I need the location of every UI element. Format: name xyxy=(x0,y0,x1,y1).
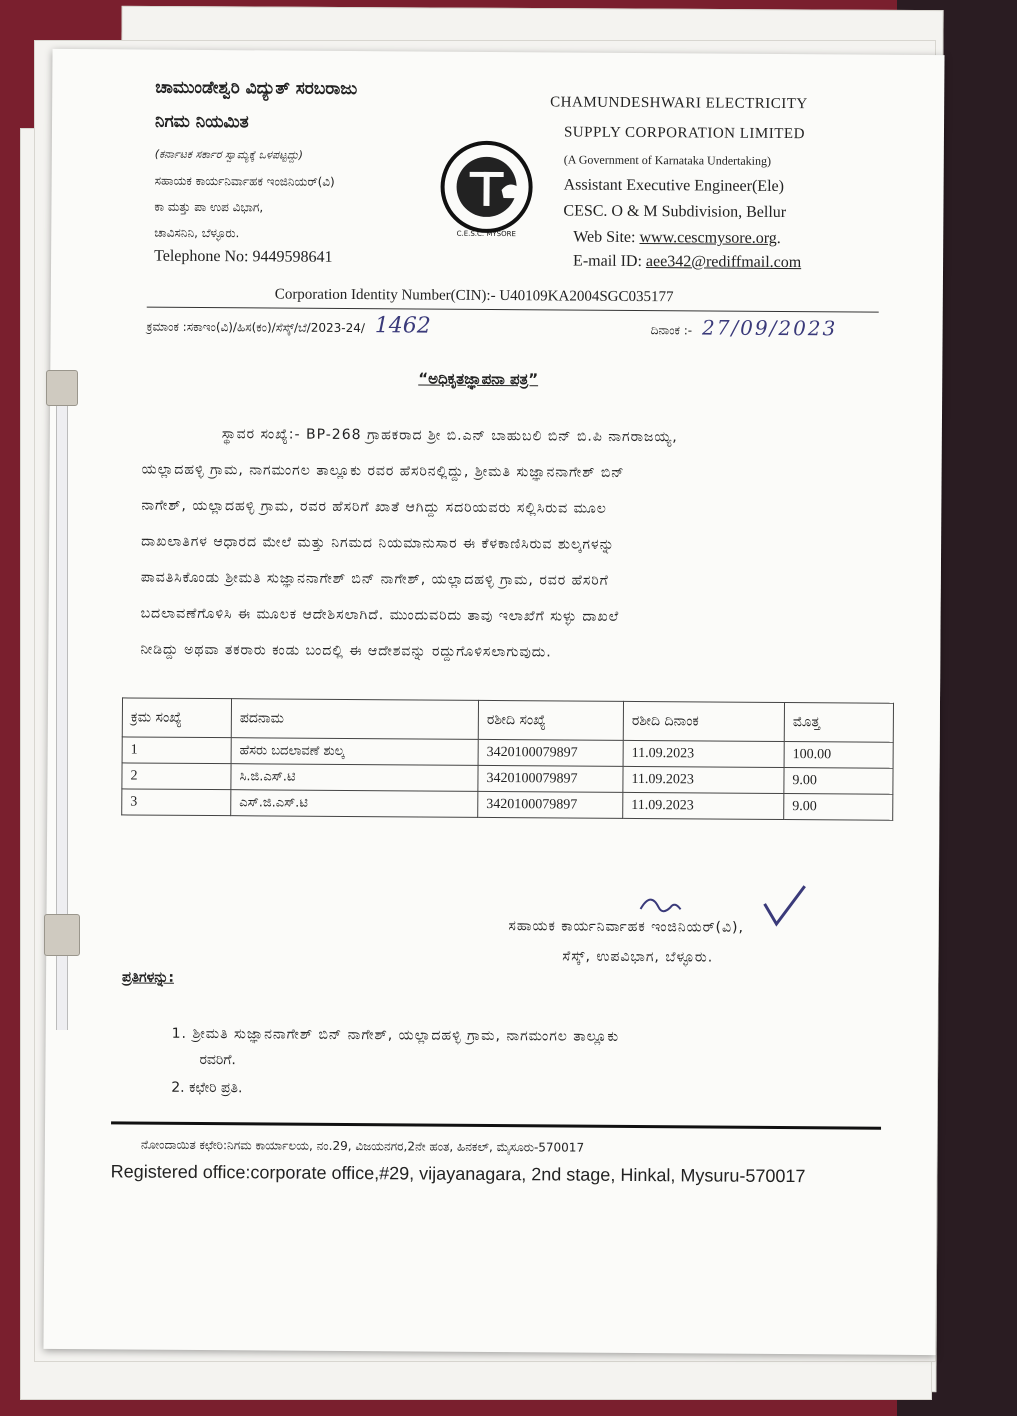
subdivision-en: CESC. O & M Subdivision, Bellur xyxy=(563,202,787,222)
binder-clip-top xyxy=(46,370,78,406)
cesc-logo xyxy=(431,132,542,243)
cell-serial: 2 xyxy=(122,763,231,790)
cell-amount: 100.00 xyxy=(784,742,893,769)
copy-item-continued: ರವರಿಗೆ. xyxy=(199,1051,236,1069)
copies-heading: ಪ್ರತಿಗಳನ್ನು: xyxy=(122,969,175,986)
subdivision-kn: ಕಾ ಮತ್ತು ಪಾ ಉಪ ವಿಭಾಗ, xyxy=(154,199,264,215)
col-header-designation: ಪದನಾಮ xyxy=(231,699,478,740)
letter-page xyxy=(43,49,944,1355)
signatory-office: ಸೆಸ್ಕ್, ಉಪವಿಭಾಗ, ಬೆಳ್ಳೂರು. xyxy=(562,948,714,966)
body-line: ಯಲ್ಲಾದಹಳ್ಳಿ ಗ್ರಾಮ, ನಾಗಮಂಗಲ ತಾಲ್ಲೂಕು ರವರ ಹೆಸರಿನಲ್ಲಿದ್ದು, ಶ್ರೀಮತಿ ಸುಜ್ಞಾನನಾಗೇಶ್ ಬಿನ್ xyxy=(141,461,625,481)
letter-title: “ಅಧಿಕೃತಜ್ಞಾಪನಾ ಪತ್ರ” xyxy=(418,369,539,389)
cell-receipt-date: 11.09.2023 xyxy=(623,740,784,767)
org-name-en: CHAMUNDESHWARI ELECTRICITY xyxy=(550,94,808,113)
cell-designation: ಎಸ್.ಜಿ.ಎಸ್.ಟಿ xyxy=(231,790,478,818)
body-line: ದಾಖಲಾತಿಗಳ ಆಧಾರದ ಮೇಲೆ ಮತ್ತು ನಿಗಮದ ನಿಯಮಾನುಸಾರ ಈ ಕೆಳಕಾಣಿಸಿರುವ ಶುಲ್ಕಗಳನ್ನು xyxy=(141,533,615,553)
fee-table xyxy=(121,697,894,820)
reference-label: ಕ್ರಮಾಂಕ :ಸಕಾಇಂ(ವಿ)/ಹಿಸ(ಕಂ)/ಸೆಸ್ಕ್/ಬೆ/2023-24/ xyxy=(146,319,365,336)
reference-handwritten: 1462 xyxy=(374,313,431,339)
col-header-amount: ಮೊತ್ತ xyxy=(784,703,893,743)
govt-undertaking-en: (A Government of Karnataka Undertaking) xyxy=(563,152,772,168)
cin-number: Corporation Identity Number(CIN):- U40109KA2004SGC035177 xyxy=(274,286,674,306)
cell-serial: 1 xyxy=(122,737,231,764)
col-header-serial: ಕ್ರಮ ಸಂಖ್ಯೆ xyxy=(122,698,231,738)
body-line: ಸ್ಥಾವರ ಸಂಖ್ಯೆ:- BP-268 ಗ್ರಾಹಕರಾದ ಶ್ರೀ ಬಿ.ಎನ್ ಬಾಹುಬಲಿ ಬಿನ್ ಬಿ.ಪಿ ನಾಗರಾಜಯ್ಯ, xyxy=(221,426,678,446)
copy-item: 2. ಕಛೇರಿ ಪ್ರತಿ. xyxy=(171,1079,243,1097)
col-header-receipt-no: ರಶೀದಿ ಸಂಖ್ಯೆ xyxy=(478,700,623,740)
email-link[interactable]: aee342@rediffmail.com xyxy=(645,253,802,272)
body-line: ಪಾವತಿಸಿಕೊಂಡು ಶ್ರೀಮತಿ ಸುಜ್ಞಾನನಾಗೇಶ್ ಬಿನ್ ನಾಗೇಶ್, ಯಲ್ಲಾದಹಳ್ಳಿ ಗ್ರಾಮ, ರವರ ಹೆಸರಿಗೆ xyxy=(140,569,609,589)
cell-receipt-date: 11.09.2023 xyxy=(623,766,784,793)
org-suffix-kn: ನಿಗಮ ನಿಯಮಿತ xyxy=(154,111,249,133)
cell-amount: 9.00 xyxy=(784,768,893,795)
cell-receipt-no: 3420100079897 xyxy=(478,791,623,818)
reference-number xyxy=(147,312,431,339)
date-handwritten: 27/09/2023 xyxy=(701,315,838,341)
cell-designation: ಸಿ.ಜಿ.ಎಸ್.ಟಿ xyxy=(231,764,478,792)
cell-receipt-date: 11.09.2023 xyxy=(623,792,784,819)
email-line: E-mail ID: aee342@rediffmail.com xyxy=(573,252,802,272)
body-line: ನೀಡಿದ್ದು ಅಥವಾ ತಕರಾರು ಕಂಡು ಬಂದಲ್ಲಿ ಈ ಆದೇಶವನ್ನು ರದ್ದುಗೊಳಿಸಲಾಗುವುದು. xyxy=(140,641,552,661)
website-line: Web Site: www.cescmysore.org. xyxy=(573,228,781,247)
telephone: Telephone No: 9449598641 xyxy=(154,247,333,266)
org-suffix-en: SUPPLY CORPORATION LIMITED xyxy=(563,124,805,143)
file-binder-strip xyxy=(36,370,86,1030)
org-name-kn: ಚಾಮುಂಡೇಶ್ವರಿ ವಿದ್ಯುತ್ ಸರಬರಾಜು xyxy=(155,77,358,100)
footer-address-en: Registered office:corporate office,#29, vijayanagara, 2nd stage, Hinkal, Mysuru-570017 xyxy=(110,1161,806,1187)
binder-clip-bottom xyxy=(44,914,80,956)
cell-amount: 9.00 xyxy=(784,794,893,821)
place-kn: ಚಾವಿಸನಿನಿ, ಬೆಳ್ಳೂರು. xyxy=(154,225,240,241)
signatory-designation: ಸಹಾಯಕ ಕಾರ್ಯನಿರ್ವಾಹಕ ಇಂಜಿನಿಯರ್(ವಿ), xyxy=(508,918,745,936)
cell-serial: 3 xyxy=(122,789,231,816)
footer-divider xyxy=(111,1121,881,1129)
logo-text: C.E.S.C. MYSORE xyxy=(456,229,516,239)
cell-receipt-no: 3420100079897 xyxy=(478,765,623,792)
cell-designation: ಹೆಸರು ಬದಲಾವಣೆ ಶುಲ್ಕ xyxy=(231,738,478,766)
cell-receipt-no: 3420100079897 xyxy=(478,739,623,766)
reference-date xyxy=(651,315,838,340)
footer-address-kn: ನೋಂದಾಯಿತ ಕಛೇರಿ:ನಿಗಮ ಕಾರ್ಯಾಲಯ, ನಂ.29, ವಿಜಯನಗರ,2ನೇ ಹಂತ, ಹಿನಕಲ್, ಮೈಸೂರು-570017 xyxy=(140,1137,585,1155)
govt-undertaking-kn: (ಕರ್ನಾಟಕ ಸರ್ಕಾರ ಸ್ವಾಮ್ಯಕ್ಕೆ ಒಳಪಟ್ಟದ್ದು) xyxy=(154,147,304,162)
designation-kn: ಸಹಾಯಕ ಕಾರ್ಯನಿರ್ವಾಹಕ ಇಂಜಿನಿಯರ್(ವಿ) xyxy=(154,173,335,189)
date-label: ದಿನಾಂಕ :- xyxy=(650,323,693,338)
body-line: ನಾಗೇಶ್, ಯಲ್ಲಾದಹಳ್ಳಿ ಗ್ರಾಮ, ರವರ ಹೆಸರಿಗೆ ಖಾತೆ ಆಗಿದ್ದು ಸದರಿಯವರು ಸಲ್ಲಿಸಿರುವ ಮೂಲ xyxy=(141,497,607,517)
designation-en: Assistant Executive Engineer(Ele) xyxy=(563,176,785,196)
table-header-row xyxy=(122,698,893,742)
copy-item: 1. ಶ್ರೀಮತಿ ಸುಜ್ಞಾನನಾಗೇಶ್ ಬಿನ್ ನಾಗೇಶ್, ಯಲ್ಲಾದಹಳ್ಳಿ ಗ್ರಾಮ, ನಾಗಮಂಗಲ ತಾಲ್ಲೂಕು xyxy=(171,1025,620,1045)
table-row xyxy=(122,789,893,820)
col-header-receipt-date: ರಶೀದಿ ದಿನಾಂಕ xyxy=(623,701,784,741)
website-link[interactable]: www.cescmysore.org xyxy=(639,229,777,247)
body-line: ಬದಲಾವಣೆಗೊಳಿಸಿ ಈ ಮೂಲಕ ಆದೇಶಿಸಲಾಗಿದೆ. ಮುಂದುವರಿದು ತಾವು ಇಲಾಖೆಗೆ ಸುಳ್ಳು ದಾಖಲೆ xyxy=(140,605,620,625)
